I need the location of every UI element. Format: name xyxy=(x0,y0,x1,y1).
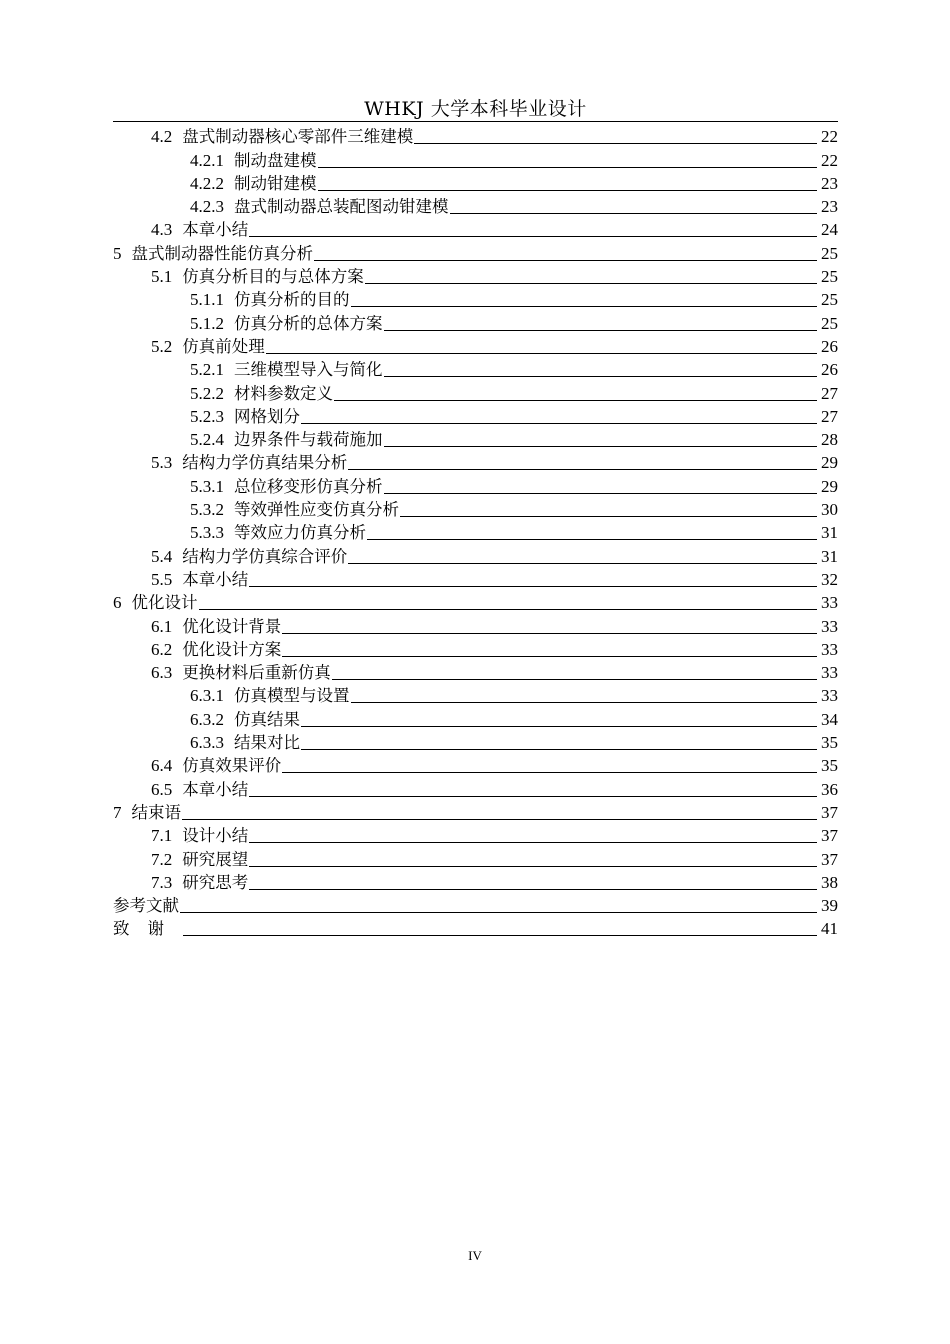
toc-leader-line xyxy=(384,493,818,494)
toc-entry-page: 35 xyxy=(821,733,838,753)
toc-entry[interactable] xyxy=(113,404,838,427)
toc-entry-number: 5.1 xyxy=(151,267,173,287)
toc-entry-number: 7.1 xyxy=(151,826,173,846)
toc-entry-page: 34 xyxy=(821,709,838,729)
toc-entry[interactable] xyxy=(113,380,838,403)
toc-entry-title: 仿真分析的总体方案 xyxy=(234,313,383,333)
toc-entry-number: 5.3.3 xyxy=(190,523,224,543)
toc-entry-number: 5.3 xyxy=(151,453,173,473)
toc-entry-page: 38 xyxy=(821,872,838,892)
toc-leader-line xyxy=(318,190,818,191)
toc-leader-line xyxy=(314,260,817,261)
toc-entry-number: 6.5 xyxy=(151,779,173,799)
toc-entry-page: 25 xyxy=(821,313,838,333)
toc-entry-title: 制动盘建模 xyxy=(234,150,317,170)
toc-entry-title: 本章小结 xyxy=(182,569,249,589)
toc-entry-number: 5.2.4 xyxy=(190,430,224,450)
toc-entry-page: 33 xyxy=(821,686,838,706)
toc-leader-line xyxy=(183,935,817,936)
toc-leader-line xyxy=(249,842,817,843)
toc-entry[interactable] xyxy=(113,753,838,776)
toc-entry-page: 23 xyxy=(821,197,838,217)
toc-entry-number: 5 xyxy=(113,243,122,263)
toc-entry-number: 5.2.1 xyxy=(190,360,224,380)
toc-entry[interactable] xyxy=(113,357,838,380)
toc-entry-title: 结束语 xyxy=(131,802,181,822)
toc-entry-page: 27 xyxy=(821,406,838,426)
toc-leader-line xyxy=(348,563,817,564)
toc-entry[interactable] xyxy=(113,823,838,846)
toc-leader-line xyxy=(318,167,818,168)
toc-entry-number: 5.5 xyxy=(151,569,173,589)
toc-entry-title: 等效弹性应变仿真分析 xyxy=(234,500,399,520)
toc-leader-line xyxy=(249,889,817,890)
toc-entry-number: 6.3.3 xyxy=(190,733,224,753)
toc-entry-page: 39 xyxy=(821,896,838,916)
toc-entry-page: 30 xyxy=(821,500,838,520)
toc-entry[interactable] xyxy=(113,217,838,240)
toc-entry-title: 结构力学仿真综合评价 xyxy=(182,546,348,566)
toc-entry-page: 33 xyxy=(821,593,838,613)
toc-leader-line xyxy=(199,609,818,610)
header-rule xyxy=(113,121,838,122)
toc-entry[interactable] xyxy=(113,520,838,543)
toc-entry[interactable] xyxy=(113,147,838,170)
toc-leader-line xyxy=(266,353,817,354)
toc-entry[interactable] xyxy=(113,497,838,520)
toc-entry-title: 制动钳建模 xyxy=(234,173,317,193)
toc-entry-page: 36 xyxy=(821,779,838,799)
toc-entry-title: 本章小结 xyxy=(182,779,249,799)
toc-entry[interactable] xyxy=(113,776,838,799)
toc-leader-line xyxy=(249,866,817,867)
toc-entry-title: 仿真模型与设置 xyxy=(234,686,350,706)
toc-entry[interactable] xyxy=(113,334,838,357)
toc-entry-page: 41 xyxy=(821,919,838,939)
toc-entry[interactable] xyxy=(113,240,838,263)
toc-leader-line xyxy=(249,586,817,587)
toc-leader-line xyxy=(384,330,818,331)
toc-entry-page: 33 xyxy=(821,639,838,659)
toc-entry-title: 设计小结 xyxy=(182,826,249,846)
toc-leader-line xyxy=(182,819,817,820)
toc-leader-line xyxy=(180,912,817,913)
toc-leader-line xyxy=(384,376,818,377)
toc-entry-title: 三维模型导入与简化 xyxy=(234,360,383,380)
toc-leader-line xyxy=(400,516,817,517)
toc-entry-number: 6.2 xyxy=(151,639,173,659)
toc-entry-page: 27 xyxy=(821,383,838,403)
toc-entry-title: 网格划分 xyxy=(234,406,300,426)
toc-entry[interactable] xyxy=(113,194,838,217)
toc-entry[interactable] xyxy=(113,660,838,683)
toc-entry-page: 37 xyxy=(821,826,838,846)
page-number: IV xyxy=(468,1248,482,1263)
toc-leader-line xyxy=(301,423,817,424)
toc-entry-title: 总位移变形仿真分析 xyxy=(234,476,383,496)
toc-entry[interactable] xyxy=(113,171,838,194)
toc-entry-title: 研究展望 xyxy=(182,849,249,869)
toc-entry-number: 4.3 xyxy=(151,220,173,240)
toc-entry-number: 6 xyxy=(113,593,122,613)
toc-entry-title: 优化设计方案 xyxy=(182,639,282,659)
toc-entry[interactable] xyxy=(113,613,838,636)
toc-entry[interactable] xyxy=(113,916,838,939)
toc-leader-line xyxy=(367,539,817,540)
toc-entry-number: 5.2.2 xyxy=(190,383,224,403)
toc-entry[interactable] xyxy=(113,706,838,729)
toc-entry-title: 仿真效果评价 xyxy=(182,756,282,776)
toc-entry-title: 盘式制动器性能仿真分析 xyxy=(131,243,313,263)
toc-leader-line xyxy=(282,633,817,634)
toc-entry-number: 5.1.2 xyxy=(190,313,224,333)
toc-entry-number: 4.2.3 xyxy=(190,197,224,217)
toc-leader-line xyxy=(351,306,818,307)
toc-entry[interactable] xyxy=(113,590,838,613)
header-title: WHKJ 大学本科毕业设计 xyxy=(364,98,587,120)
toc-entry-page: 25 xyxy=(821,267,838,287)
toc-entry-title: 盘式制动器核心零部件三维建模 xyxy=(182,127,414,147)
toc-entry-number: 5.2.3 xyxy=(190,406,224,426)
toc-entry-page: 23 xyxy=(821,173,838,193)
toc-entry-number: 7.2 xyxy=(151,849,173,869)
toc-entry-page: 22 xyxy=(821,150,838,170)
toc-entry[interactable] xyxy=(113,473,838,496)
page-header xyxy=(113,94,838,121)
toc-leader-line xyxy=(282,772,817,773)
toc-leader-line xyxy=(282,656,817,657)
toc-entry-page: 32 xyxy=(821,569,838,589)
toc-entry-number: 4.2.1 xyxy=(190,150,224,170)
toc-entry-page: 28 xyxy=(821,430,838,450)
toc-entry-title: 等效应力仿真分析 xyxy=(234,523,366,543)
toc-entry-number: 7 xyxy=(113,802,122,822)
toc-entry-page: 33 xyxy=(821,663,838,683)
toc-entry-page: 37 xyxy=(821,849,838,869)
toc-leader-line xyxy=(365,283,817,284)
toc-entry-title: 参考文献 xyxy=(113,896,179,916)
toc-leader-line xyxy=(301,726,817,727)
toc-leader-line xyxy=(334,400,817,401)
toc-entry-page: 33 xyxy=(821,616,838,636)
toc-leader-line xyxy=(301,749,817,750)
toc-entry[interactable] xyxy=(113,124,838,147)
toc-leader-line xyxy=(450,213,818,214)
toc-entry-title: 材料参数定义 xyxy=(234,383,333,403)
toc-entry-number: 5.3.1 xyxy=(190,476,224,496)
toc-entry-title: 更换材料后重新仿真 xyxy=(182,663,331,683)
toc-entry-page: 26 xyxy=(821,360,838,380)
toc-leader-line xyxy=(384,446,818,447)
toc-entry[interactable] xyxy=(113,310,838,333)
toc-entry-title: 优化设计 xyxy=(131,593,198,613)
toc-entry[interactable] xyxy=(113,893,838,916)
toc-entry-title: 仿真分析目的与总体方案 xyxy=(182,267,364,287)
toc-entry-page: 29 xyxy=(821,453,838,473)
toc-entry-number: 6.3.1 xyxy=(190,686,224,706)
toc-entry-page: 29 xyxy=(821,476,838,496)
toc-leader-line xyxy=(249,796,817,797)
toc-entry[interactable] xyxy=(113,846,838,869)
toc-entry-page: 31 xyxy=(821,523,838,543)
toc-entry[interactable] xyxy=(113,870,838,893)
toc-entry-number: 5.1.1 xyxy=(190,290,224,310)
toc-entry-title: 研究思考 xyxy=(182,872,249,892)
toc-entry[interactable] xyxy=(113,800,838,823)
toc-entry[interactable] xyxy=(113,730,838,753)
toc-entry-title: 仿真分析的目的 xyxy=(234,290,350,310)
toc-entry-title: 盘式制动器总装配图动钳建模 xyxy=(234,197,449,217)
toc-entry[interactable] xyxy=(113,543,838,566)
toc-entry[interactable] xyxy=(113,450,838,473)
toc-entry-number: 4.2.2 xyxy=(190,173,224,193)
toc-entry-number: 4.2 xyxy=(151,127,173,147)
toc-entry-page: 25 xyxy=(821,243,838,263)
toc-entry[interactable] xyxy=(113,287,838,310)
toc-entry-page: 31 xyxy=(821,546,838,566)
toc-entry-page: 35 xyxy=(821,756,838,776)
toc-entry[interactable] xyxy=(113,427,838,450)
toc-entry[interactable] xyxy=(113,637,838,660)
toc-entry-page: 26 xyxy=(821,336,838,356)
toc-entry-title: 优化设计背景 xyxy=(182,616,282,636)
toc-entry-title: 致谢 xyxy=(113,919,182,939)
toc-entry-number: 5.4 xyxy=(151,546,173,566)
toc-entry-title: 仿真前处理 xyxy=(182,336,265,356)
toc-entry-title: 边界条件与载荷施加 xyxy=(234,430,383,450)
toc-entry-number: 7.3 xyxy=(151,872,173,892)
toc-entry-number: 5.3.2 xyxy=(190,500,224,520)
toc-entry[interactable] xyxy=(113,567,838,590)
toc-entry-number: 6.3.2 xyxy=(190,709,224,729)
toc-leader-line xyxy=(249,236,817,237)
toc-entry-page: 25 xyxy=(821,290,838,310)
toc-entry-number: 6.1 xyxy=(151,616,173,636)
toc-entry[interactable] xyxy=(113,264,838,287)
toc-entry-number: 6.3 xyxy=(151,663,173,683)
toc-leader-line xyxy=(348,469,817,470)
toc-leader-line xyxy=(351,702,818,703)
toc-entry[interactable] xyxy=(113,683,838,706)
toc-entry-page: 37 xyxy=(821,802,838,822)
table-of-contents xyxy=(113,124,838,939)
toc-leader-line xyxy=(332,679,817,680)
toc-entry-title: 结果对比 xyxy=(234,733,300,753)
toc-entry-page: 22 xyxy=(821,127,838,147)
toc-entry-title: 仿真结果 xyxy=(234,709,300,729)
toc-entry-title: 本章小结 xyxy=(182,220,249,240)
toc-leader-line xyxy=(414,143,817,144)
toc-entry-number: 5.2 xyxy=(151,336,173,356)
toc-entry-page: 24 xyxy=(821,220,838,240)
toc-entry-number: 6.4 xyxy=(151,756,173,776)
toc-entry-title: 结构力学仿真结果分析 xyxy=(182,453,348,473)
